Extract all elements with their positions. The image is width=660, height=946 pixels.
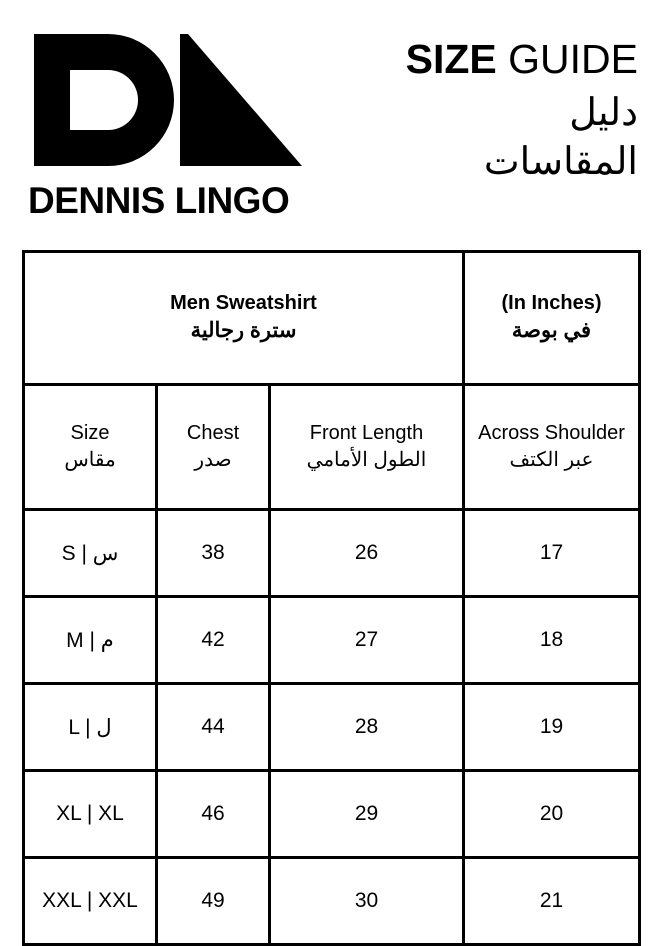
unit-caption-ar: في بوصة [511,319,592,343]
column-header-across-shoulder-en: Across Shoulder [478,422,625,444]
cell-across-shoulder: 17 [464,510,640,597]
cell-size: XXL | XXL [24,858,157,945]
size-table [22,250,641,946]
table-row [24,858,640,945]
table-row [24,771,640,858]
page-header [0,0,660,250]
cell-chest: 44 [157,684,270,771]
column-header-chest-en: Chest [186,422,240,444]
column-header-size-en: Size [70,422,110,444]
page-title-en-rest: GUIDE [496,36,638,82]
unit-caption-en: (In Inches) [501,292,602,315]
cell-chest: 38 [157,510,270,597]
dl-monogram-logo-icon [30,30,305,170]
page-title-en [338,38,638,81]
cell-chest: 46 [157,771,270,858]
table-row [24,684,640,771]
table-caption-row [24,252,640,385]
column-header-front-length [270,385,464,510]
column-header-chest [157,385,270,510]
cell-size: XL | XL [24,771,157,858]
column-header-size [24,385,157,510]
cell-chest: 49 [157,858,270,945]
cell-front-length: 26 [270,510,464,597]
cell-across-shoulder: 21 [464,858,640,945]
cell-across-shoulder: 18 [464,597,640,684]
cell-across-shoulder: 19 [464,684,640,771]
table-header-row [24,385,640,510]
column-header-across-shoulder-ar: عبر الكتف [509,449,594,471]
column-header-front-length-ar: الطول الأمامي [306,449,427,471]
title-block [338,30,638,186]
cell-size: S | س [24,510,157,597]
cell-size: M | م [24,597,157,684]
cell-front-length: 29 [270,771,464,858]
table-row [24,510,640,597]
cell-chest: 42 [157,597,270,684]
page-title-ar [338,89,638,186]
column-header-across-shoulder [464,385,640,510]
unit-caption-cell [464,252,640,385]
column-header-chest-ar: صدر [194,449,232,471]
page-title-ar-line2: المقاسات [483,140,638,183]
page-title-en-bold: SIZE [405,36,497,82]
size-table-wrap [0,250,660,946]
cell-across-shoulder: 20 [464,771,640,858]
cell-front-length: 30 [270,858,464,945]
cell-size: L | ل [24,684,157,771]
product-caption-en: Men Sweatshirt [170,292,317,315]
brand-name: DENNIS LINGO [28,180,290,221]
cell-front-length: 27 [270,597,464,684]
table-row [24,597,640,684]
page-title-ar-line1: دليل [569,92,638,135]
cell-front-length: 28 [270,684,464,771]
product-caption-ar: سترة رجالية [190,319,297,343]
column-header-size-ar: مقاس [64,449,116,471]
column-header-front-length-en: Front Length [309,422,424,444]
product-caption-cell [24,252,464,385]
brand-block [28,30,318,222]
